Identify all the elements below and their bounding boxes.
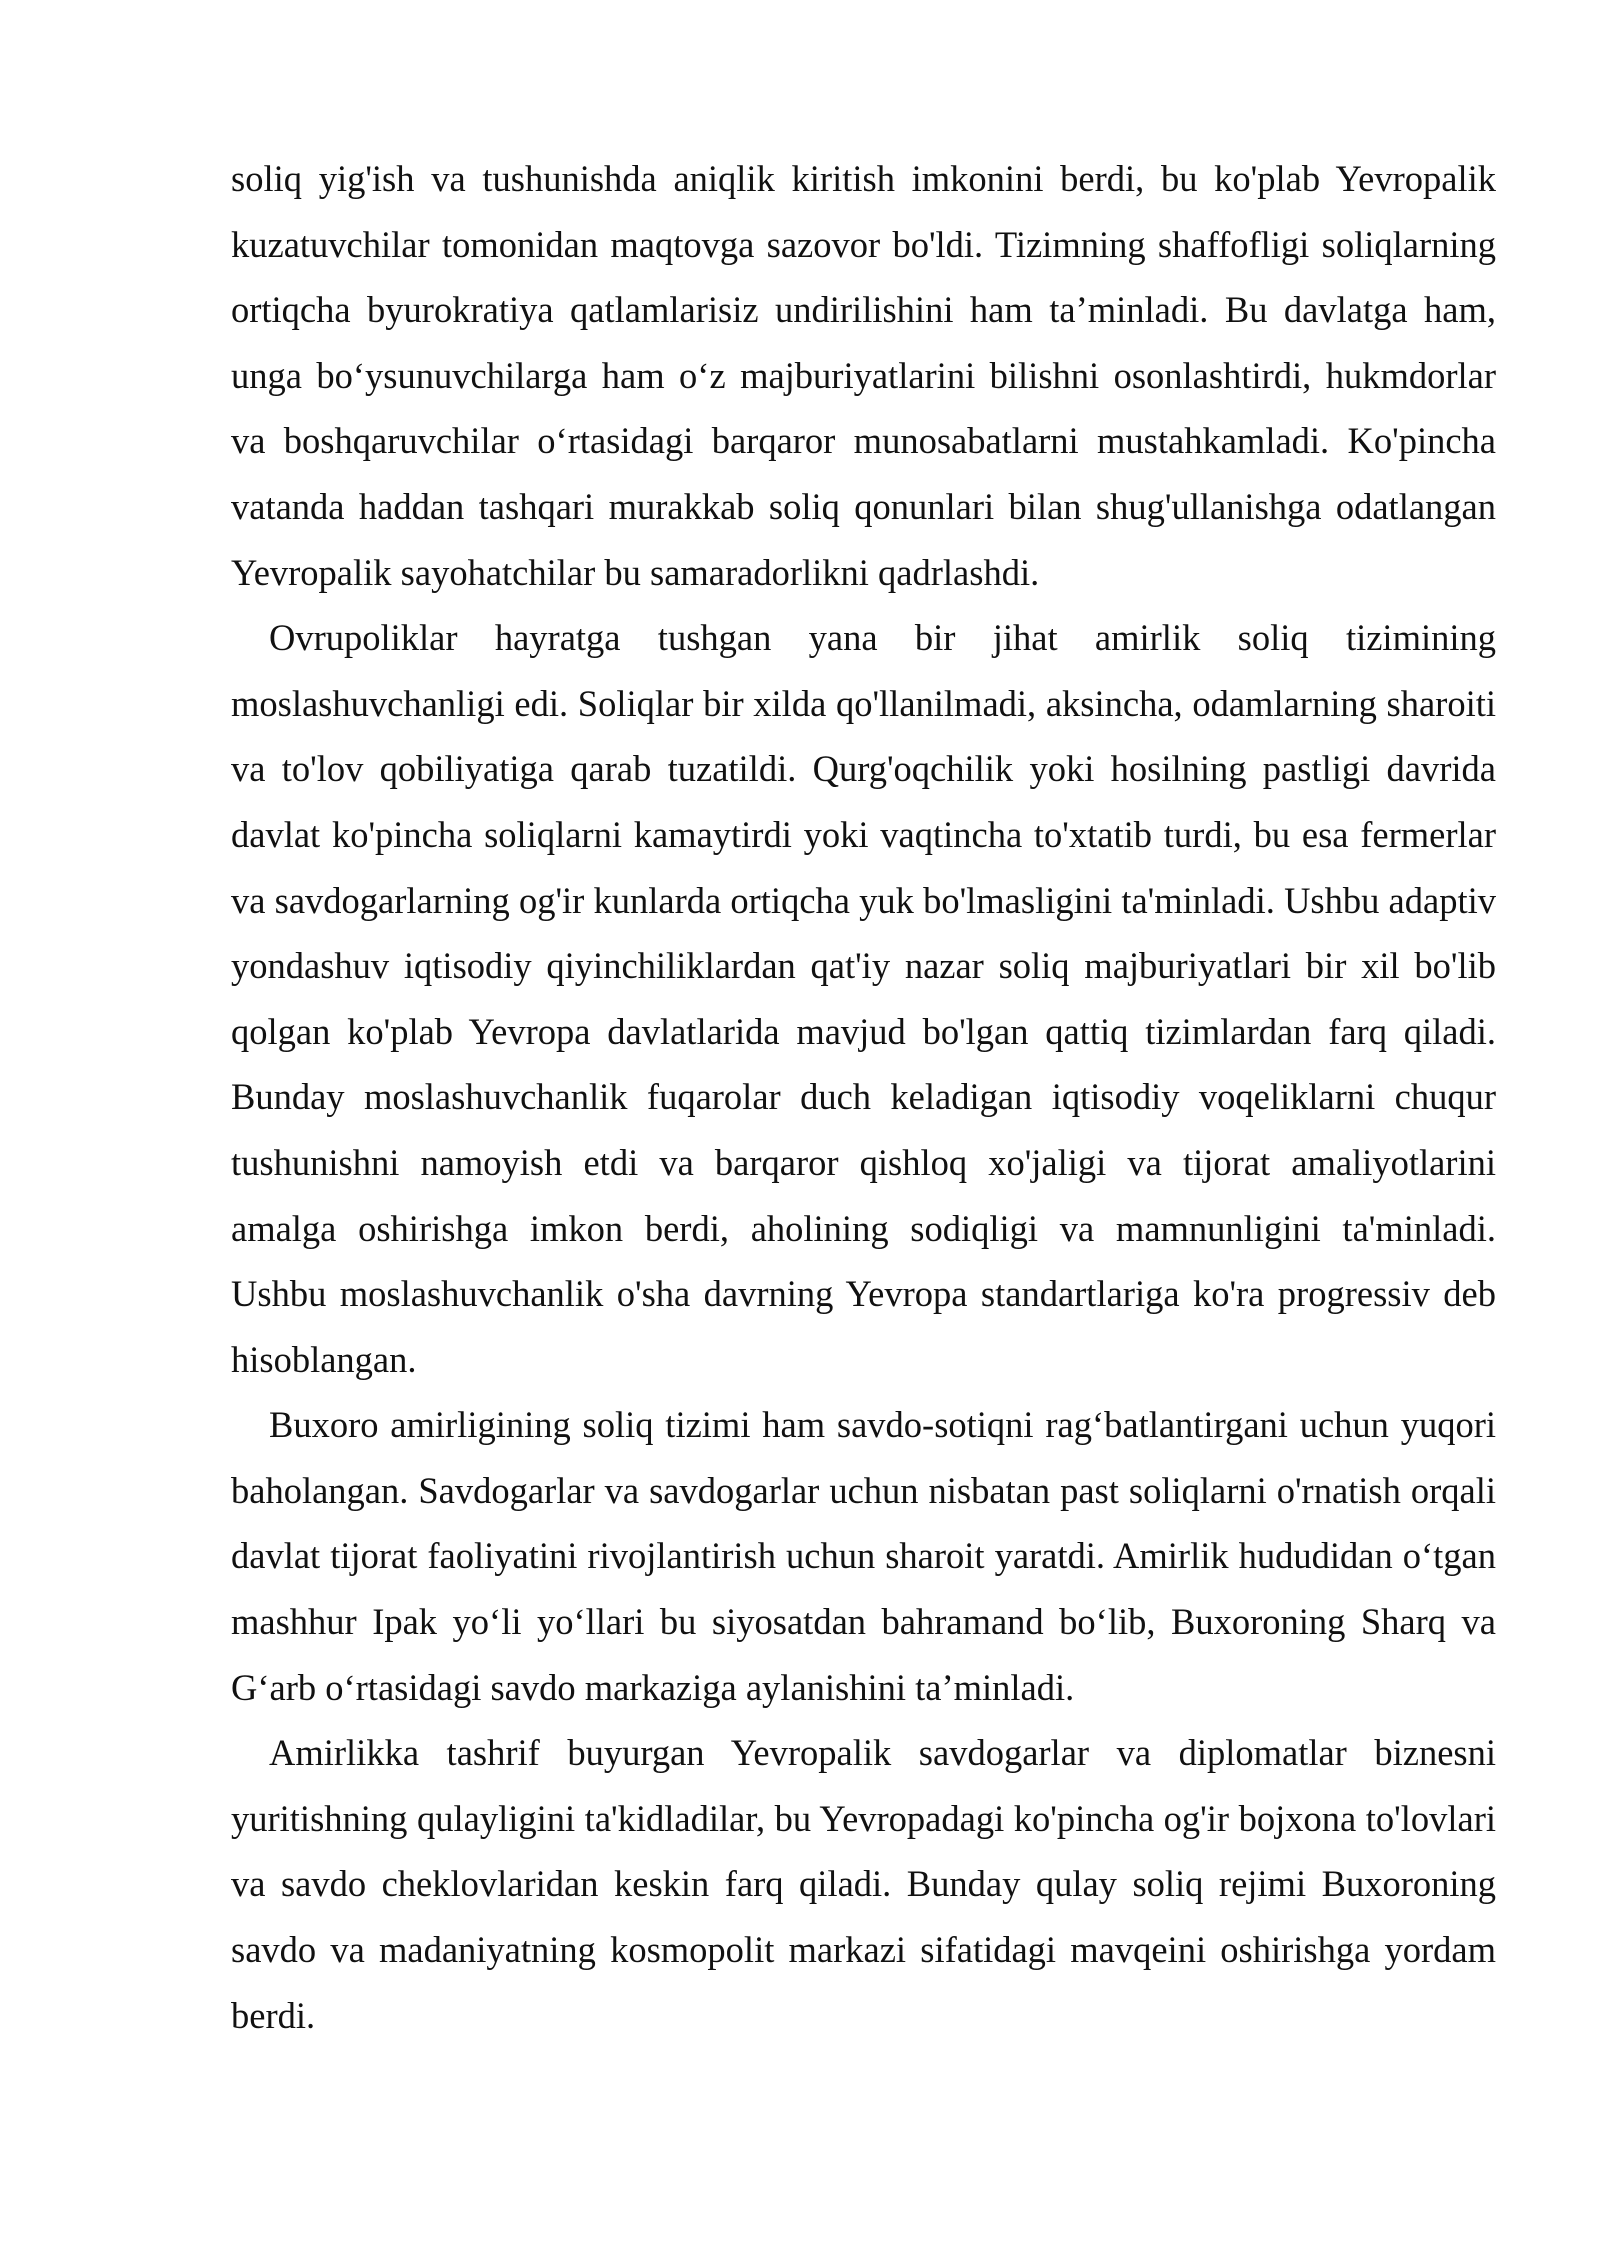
body-text (231, 146, 1496, 2048)
paragraph-continuation: soliq yig'ish va tushunishda aniqlik kiritish imkonini berdi, bu ko'plab Yevropalik kuzatuvchilar tomonidan maqtovga sazovor bo'ldi. Tizimning shaffofligi soliqlarning ortiqcha byurokratiya qatlamlarisiz undirilishini ham ta’minladi. Bu davlatga ham, unga bo‘ysunuvchilarga ham o‘z majburiyatlarini bilishni osonlashtirdi, hukmdorlar va boshqaruvchilar o‘rtasidagi barqaror munosabatlarni mustahkamladi. Ko'pincha vatanda haddan tashqari murakkab soliq qonunlari bilan shug'ullanishga odatlangan Yevropalik sayohatchilar bu samaradorlikni qadrlashdi. (231, 158, 1496, 593)
paragraph-merchants: Amirlikka tashrif buyurgan Yevropalik savdogarlar va diplomatlar biznesni yuritishning qulayligini ta'kidladilar, bu Yevropadagi ko'pincha og'ir bojxona to'lovlari va savdo cheklovlaridan keskin farq qiladi. Bunday qulay soliq rejimi Buxoroning savdo va madaniyatning kosmopolit markazi sifatidagi mavqeini oshirishga yordam berdi. (231, 1732, 1496, 2036)
paragraph-trade: Buxoro amirligining soliq tizimi ham savdo-sotiqni rag‘batlantirgani uchun yuqori baholangan. Savdogarlar va savdogarlar uchun nisbatan past soliqlarni o'rnatish orqali davlat tijorat faoliyatini rivojlantirish uchun sharoit yaratdi. Amirlik hududidan o‘tgan mashhur Ipak yo‘li yo‘llari bu siyosatdan bahramand bo‘lib, Buxoroning Sharq va G‘arb o‘rtasidagi savdo markaziga aylanishini ta’minladi. (231, 1404, 1496, 1708)
paragraph-flexibility: Ovrupoliklar hayratga tushgan yana bir jihat amirlik soliq tizimining moslashuvchanligi edi. Soliqlar bir xilda qo'llanilmadi, aksincha, odamlarning sharoiti va to'lov qobiliyatiga qarab tuzatildi. Qurg'oqchilik yoki hosilning pastligi davrida davlat ko'pincha soliqlarni kamaytirdi yoki vaqtincha to'xtatib turdi, bu esa fermerlar va savdogarlarning og'ir kunlarda ortiqcha yuk bo'lmasligini ta'minladi. Ushbu adaptiv yondashuv iqtisodiy qiyinchiliklardan qat'iy nazar soliq majburiyatlari bir xil bo'lib qolgan ko'plab Yevropa davlatlarida mavjud bo'lgan qattiq tizimlardan farq qiladi. Bunday moslashuvchanlik fuqarolar duch keladigan iqtisodiy voqeliklarni chuqur tushunishni namoyish etdi va barqaror qishloq xo'jaligi va tijorat amaliyotlarini amalga oshirishga imkon berdi, aholining sodiqligi va mamnunligini ta'minladi. Ushbu moslashuvchanlik o'sha davrning Yevropa standartlariga ko'ra progressiv deb hisoblangan. (231, 617, 1496, 1380)
